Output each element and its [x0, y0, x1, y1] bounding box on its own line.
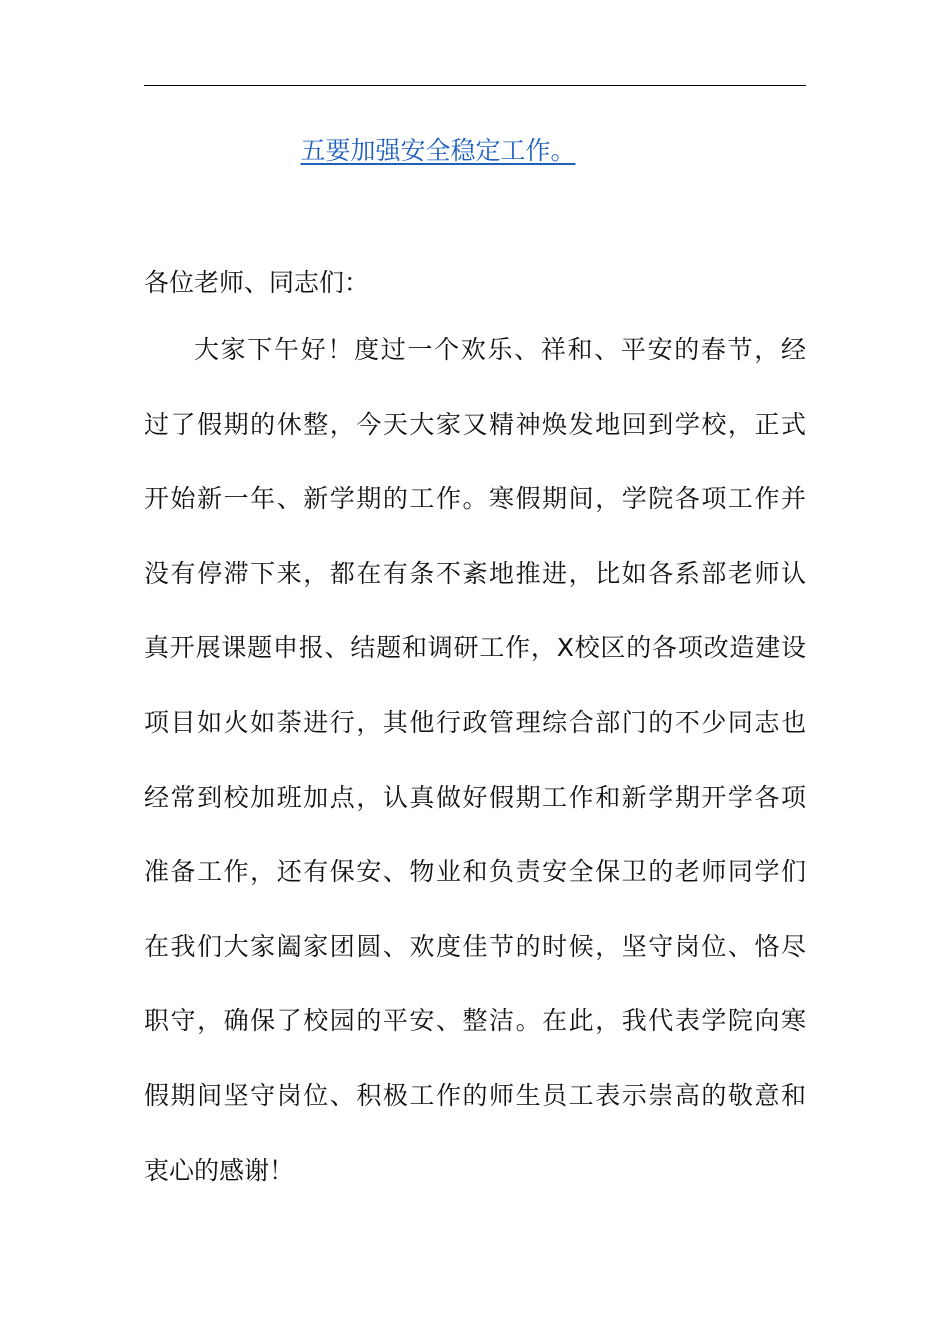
paragraph-line: 准备工作，还有保安、物业和负责安全保卫的老师同学们 [144, 857, 806, 887]
paragraph-line: 经常到校加班加点，认真做好假期工作和新学期开学各项 [144, 782, 806, 812]
paragraph-line: 衷心的感谢！ [144, 1155, 295, 1185]
paragraph-line: 真开展课题申报、结题和调研工作，X校区的各项改造建设 [144, 633, 806, 663]
salutation: 各位老师、同志们： [144, 268, 370, 297]
paragraph-line: 大家下午好！度过一个欢乐、祥和、平安的春节，经 [194, 335, 806, 364]
paragraph-line: 职守，确保了校园的平安、整洁。在此，我代表学院向寒 [144, 1006, 806, 1036]
paragraph-line: 项目如火如荼进行，其他行政管理综合部门的不少同志也 [144, 707, 806, 737]
header-rule [144, 85, 806, 86]
paragraph-line: 没有停滞下来，都在有条不紊地推进，比如各系部老师认 [144, 558, 806, 588]
body-paragraph [144, 330, 806, 1225]
paragraph-line: 开始新一年、新学期的工作。寒假期间，学院各项工作并 [144, 484, 806, 514]
paragraph-line: 过了假期的休整，今天大家又精神焕发地回到学校，正式 [144, 409, 806, 439]
paragraph-line: 假期间坚守岗位、积极工作的师生员工表示崇高的敬意和 [144, 1080, 806, 1110]
paragraph-line: 在我们大家阖家团圆、欢度佳节的时候，坚守岗位、恪尽 [144, 931, 806, 961]
document-title-link[interactable]: 五要加强安全稳定工作。 [300, 136, 576, 165]
